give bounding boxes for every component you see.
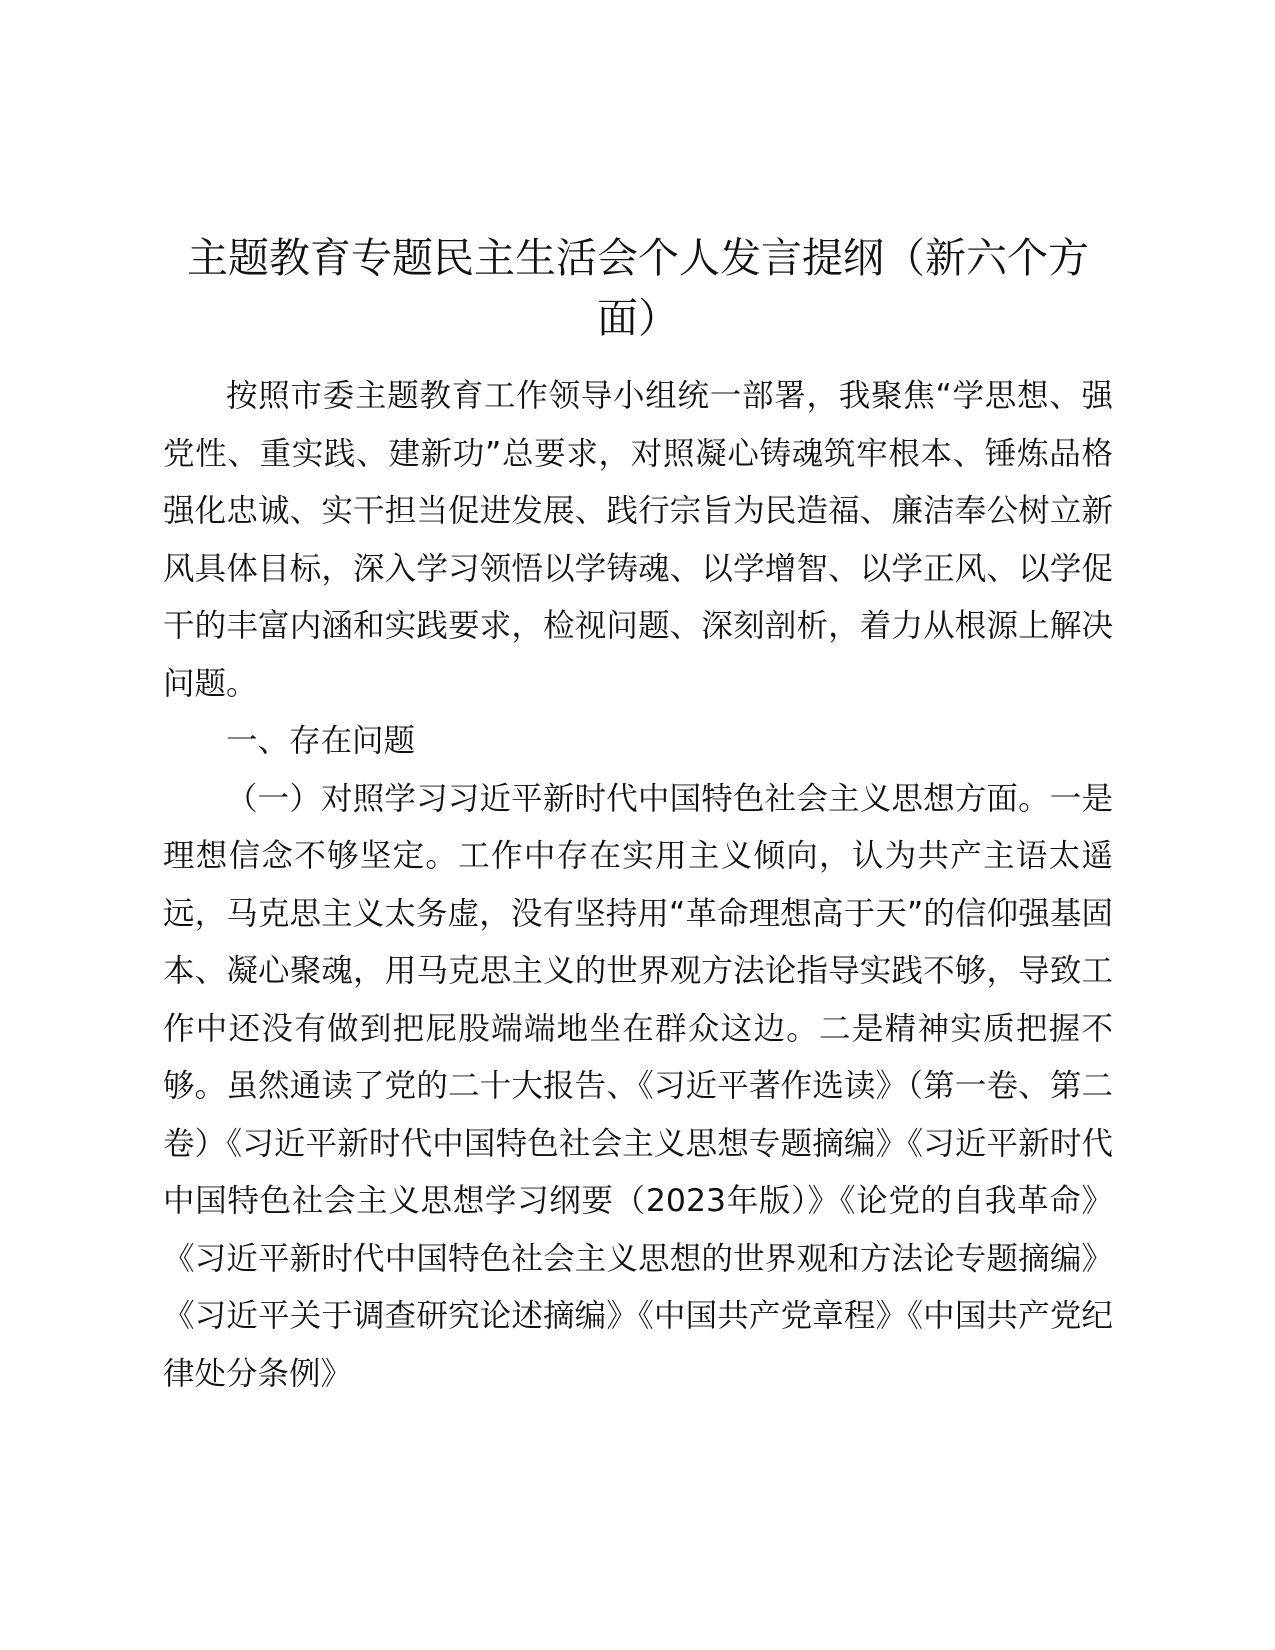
section-heading: 一、存在问题 <box>226 723 416 759</box>
document-body <box>163 228 1113 1403</box>
intro-paragraph: 按照市委主题教育工作领导小组统一部署，我聚焦“学思想、强党性、重实践、建新功”总要求，对照凝心铸魂筑牢根本、锤炼品格强化忠诚、实干担当促进发展、践行宗旨为民造福、廉洁奉公树立新风具体目标，深入学习领悟以学铸魂、以学增智、以学正风、以学促干的丰富内涵和实践要求，检视问题、深刻剖析，着力从根源上解决问题。 <box>163 378 1113 702</box>
document-title: 主题教育专题民主生活会个人发言提纲（新六个方面） <box>187 234 1089 342</box>
section-paragraph: （一）对照学习习近平新时代中国特色社会主义思想方面。一是理想信念不够坚定。工作中存在实用主义倾向，认为共产主语太遥远，马克思主义太务虚，没有坚持用“革命理想高于天”的信仰强基固本、凝心聚魂，用马克思主义的世界观方法论指导实践不够，导致工作中还没有做到把屁股端端地坐在群众这边。二是精神实质把握不够。虽然通读了党的二十大报告、《习近平著作选读》（第一卷、第二卷）《习近平新时代中国特色社会主义思想专题摘编》《习近平新时代中国特色社会主义思想学习纲要（2023年版）》《论党的自我革命》《习近平新时代中国特色社会主义思想的世界观和方法论专题摘编》《习近平关于调查研究论述摘编》《中国共产党章程》《中国共产党纪律处分条例》 <box>163 780 1113 1392</box>
